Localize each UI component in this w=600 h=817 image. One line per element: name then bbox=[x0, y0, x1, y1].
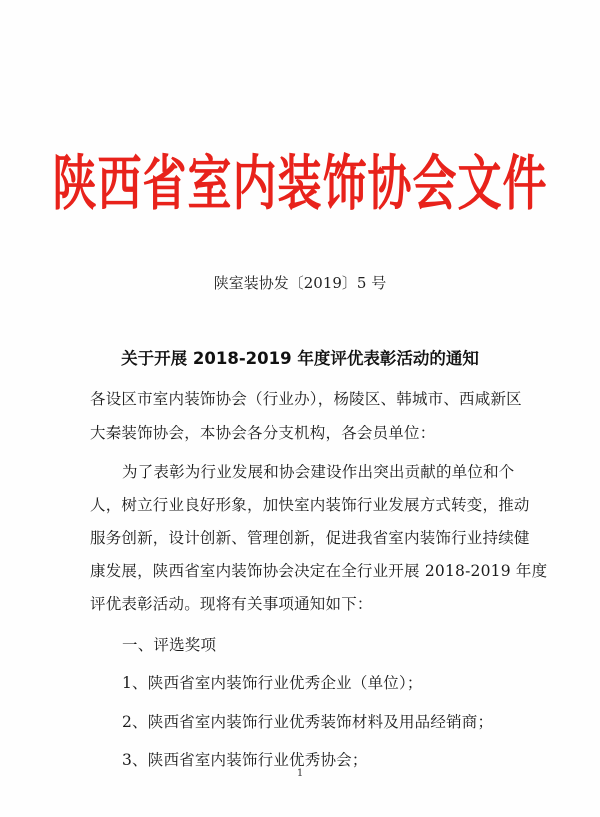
list-item: 2、陕西省室内装饰行业优秀装饰材料及用品经销商； bbox=[122, 713, 494, 731]
document-header-title: 陕西省室内装饰协会文件 bbox=[52, 149, 548, 219]
recipients-line: 大秦装饰协会，本协会各分支机构，各会员单位： bbox=[90, 424, 436, 442]
body-paragraph-line: 人，树立行业良好形象，加快室内装饰行业发展方式转变，推动 bbox=[90, 496, 530, 514]
page-number: 1 bbox=[296, 768, 304, 779]
body-paragraph-line: 服务创新，设计创新、管理创新，促进我省室内装饰行业持续健 bbox=[90, 529, 530, 547]
section-heading: 一、评选奖项 bbox=[122, 636, 217, 654]
list-item: 1、陕西省室内装饰行业优秀企业（单位）； bbox=[122, 674, 423, 692]
body-paragraph-line: 康发展，陕西省室内装饰协会决定在全行业开展 2018-2019 年度 bbox=[90, 562, 548, 580]
list-item: 3、陕西省室内装饰行业优秀协会； bbox=[122, 751, 368, 769]
document-number: 陕室装协发〔2019〕5 号 bbox=[213, 274, 387, 292]
body-paragraph-line: 为了表彰为行业发展和协会建设作出突出贡献的单位和个 bbox=[122, 463, 515, 481]
notice-title: 关于开展 2018-2019 年度评优表彰活动的通知 bbox=[121, 349, 479, 368]
recipients-line: 各设区市室内装饰协会（行业办），杨陵区、韩城市、西咸新区 bbox=[90, 390, 522, 408]
body-paragraph-line: 评优表彰活动。现将有关事项通知如下： bbox=[90, 595, 373, 613]
